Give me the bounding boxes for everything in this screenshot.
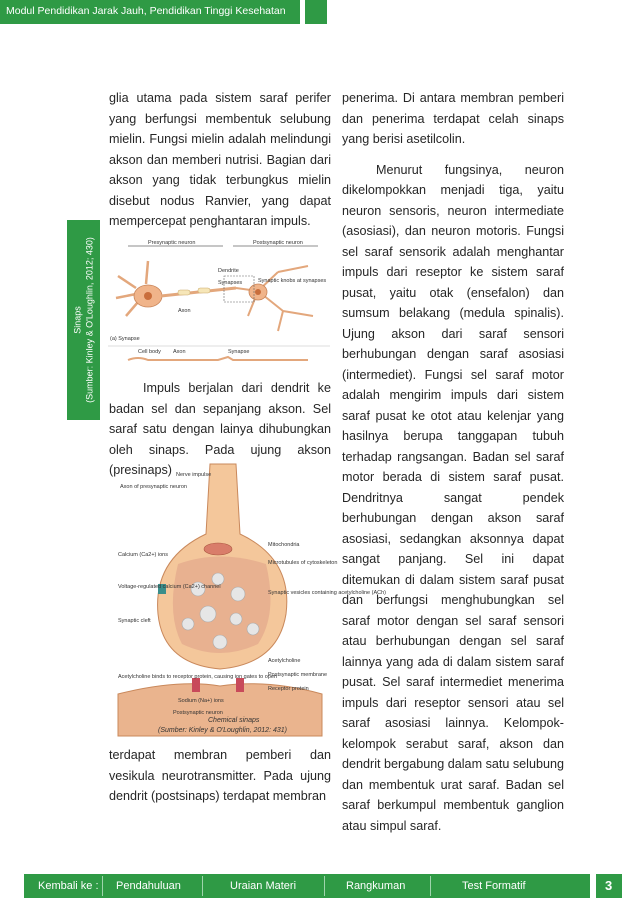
label-dendrite: Dendrite — [218, 268, 239, 274]
footer-back-label: Kembali ke : — [38, 880, 99, 892]
label-sodium: Sodium (Na+) ions — [178, 698, 224, 704]
figure-source: (Sumber: Kinley & O'Loughlin, 2012: 431) — [158, 727, 287, 734]
label-postsynaptic: Postsynaptic neuron — [253, 240, 303, 246]
label-microtubules: Microtubules of cytoskeleton — [268, 560, 338, 566]
label-receptor-protein: Receptor protein — [268, 686, 309, 692]
header-title: Modul Pendidikan Jarak Jauh, Pendidikan Tinggi Kesehatan — [6, 5, 286, 17]
header-tab — [305, 0, 327, 24]
chemical-synapse-figure — [118, 464, 387, 736]
label-acetylcholine: Acetylcholine — [268, 658, 301, 664]
label-synaptic-cleft: Synaptic cleft — [118, 618, 151, 624]
label-synaptic-vesicles: Synaptic vesicles containing acetylcholine (ACh) — [268, 590, 387, 596]
footer-divider — [430, 876, 431, 896]
label-panel: (a) Synapse — [110, 336, 140, 342]
footer-divider — [202, 876, 203, 896]
label-axon: Axon — [178, 308, 191, 314]
label-presynaptic: Presynaptic neuron — [148, 240, 196, 246]
label-voltage-channel: Voltage-regulated calcium (Ca2+) channel — [118, 584, 221, 590]
figure-caption: Chemical sinaps — [208, 717, 260, 724]
label-ach-binds: Acetylcholine binds to receptor protein, causing ion gates to open — [118, 674, 277, 680]
col2 — [342, 88, 564, 836]
col1-paragraph-2: Impuls berjalan dari dendrit ke badan sel dan sepanjang akson. Sel saraf satu dengan lainya dihubungkan oleh sinaps. Pada ujung akson (presinaps) — [109, 381, 331, 477]
nav-test-formatif[interactable]: Test Formatif — [462, 880, 526, 892]
label-calcium: Calcium (Ca2+) ions — [118, 552, 168, 558]
nav-uraian-materi[interactable]: Uraian Materi — [230, 880, 297, 892]
label-postsynaptic-neuron: Postsynaptic neuron — [173, 710, 223, 716]
postsynaptic-neuron — [236, 266, 313, 331]
nav-rangkuman[interactable]: Rangkuman — [346, 880, 406, 892]
receptor-protein-right — [236, 678, 244, 692]
footer-divider — [102, 876, 103, 896]
label-mitochondria: Mitochondria — [268, 542, 300, 548]
page-number: 3 — [605, 878, 613, 893]
label-synapses: Synapses — [218, 280, 243, 286]
side-caption-source: (Sumber: Kinley & O'Loughlin, 2012; 430) — [84, 237, 94, 403]
col2-paragraph-1: penerima. Di antara membran pemberi dan penerima terdapat celah sinaps yang berisi asetilcolin. — [342, 91, 564, 146]
col2-paragraph-2: Menurut fungsinya, neuron dikelompokkan menjadi tiga, yaitu neuron sensoris, neuron intermediate (asosiasi), dan neuron motoris. Fungsi sel saraf sensorik adalah menghantar impuls dari reseptor ke sistem saraf pusat, yaitu otak (ensefalon) dan sumsum belakang (medula spinalis). Ujung akson dari saraf sensori berhubungan dengan saraf asosiasi (intermediet). Fungsi sel saraf motor adalah mengirim impuls dari sistem saraf pusat ke otot atau kelenjar yang hasilnya berupa tanggapan tubuh terhadap rangsangan. Badan sel saraf motor berada di sistem saraf pusat. Dendritnya sangat pendek berhubungan dengan akson saraf asosiasi, sedangkan aksonnya dapat sangat panjang. Sel ini dapat ditemukan di dalam sistem saraf pusat dan berfungsi menghubungkan sel saraf motor dengan sel saraf sensori atau berhubungan dengan sel saraf lainnya yang ada di dalam sistem saraf pusat. Sel saraf intermediet menerima impuls dari reseptor sensori atau sel saraf asosiasi lainnya. Kelompok-kelompok serabut saraf, akson dan dendrit bergabung dalam satu selubung dan membentuk urat saraf. Badan sel saraf berkumpul membentuk ganglion atau simpul saraf. — [342, 162, 564, 833]
label-axon-2: Axon — [173, 349, 186, 355]
label-synaptic-knobs: Synaptic knobs at synapses — [258, 278, 327, 284]
footer-divider — [324, 876, 325, 896]
label-postsynaptic-membrane: Postsynaptic membrane — [268, 672, 327, 678]
neuron-strip — [128, 357, 308, 360]
side-caption-title: Sinaps — [72, 306, 82, 334]
nav-pendahuluan[interactable]: Pendahuluan — [116, 880, 181, 892]
synapse-figure — [108, 236, 330, 366]
col1-paragraph-1: glia utama pada sistem saraf perifer yang berfungsi membentuk selubung mielin. Fungsi mielin adalah melindungi akson dan memberi nutrisi. Bagian dari akson yang tidak terbungkus mielin disebut nodus Ranvier, yang dapat mempercepat penghantaran impuls. — [109, 91, 331, 228]
label-nerve-impulse: Nerve impulse — [176, 472, 212, 478]
label-cell-body: Cell body — [138, 349, 161, 355]
side-caption — [67, 220, 100, 420]
receptor-protein-left — [192, 678, 200, 692]
mitochondria — [204, 543, 232, 555]
header-bar — [0, 0, 300, 24]
label-axon-presynaptic: Axon of presynaptic neuron — [120, 484, 187, 490]
label-synapse: Synapse — [228, 349, 250, 355]
col1-paragraph-3: terdapat membran pemberi dan vesikula neurotransmitter. Pada ujung dendrit (postsinaps) terdapat membran — [109, 748, 331, 803]
